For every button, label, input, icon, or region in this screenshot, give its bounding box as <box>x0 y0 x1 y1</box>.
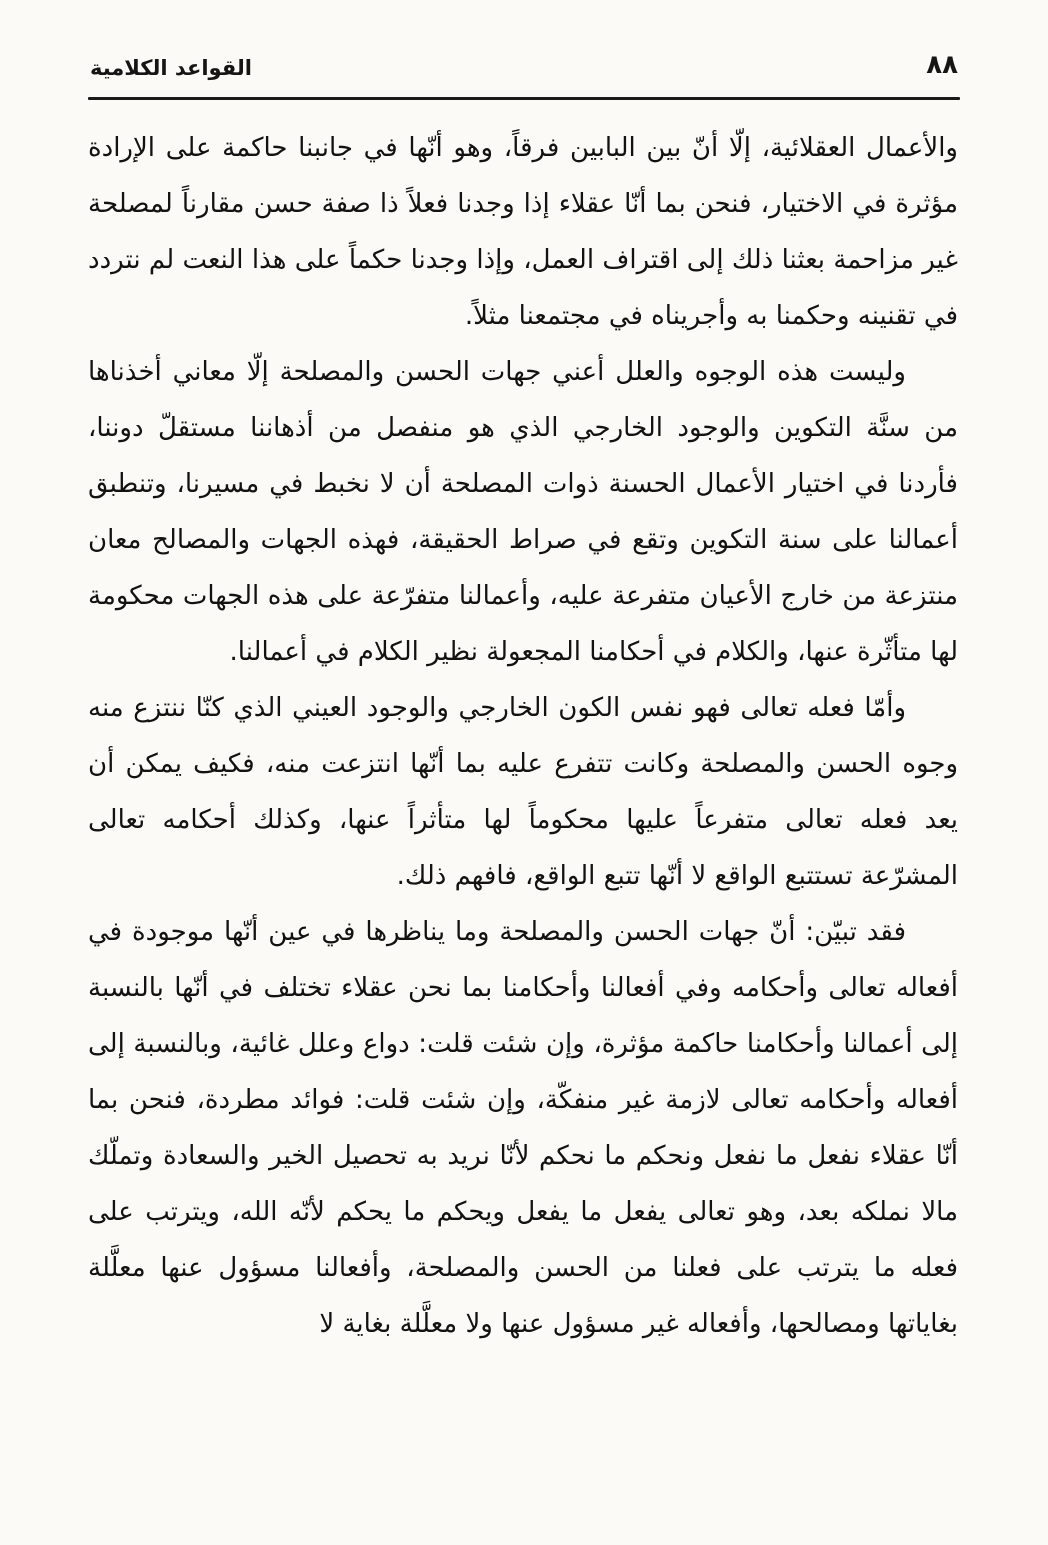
book-title: القواعد الكلامية <box>90 56 252 80</box>
page-number: ٨٨ <box>926 50 958 80</box>
text-body <box>88 120 958 1352</box>
paragraph-4: فقد تبيّن: أنّ جهات الحسن والمصلحة وما يناظرها في عين أنّها موجودة في أفعاله تعالى وأحكامه وفي أفعالنا وأحكامنا بما نحن عقلاء تختلف في أنّها بالنسبة إلى أعمالنا وأحكامنا حاكمة مؤثرة، وإن شئت قلت: دواع وعلل غائية، وبالنسبة إلى أفعاله وأحكامه تعالى لازمة غير منفكّة، وإن شئت قلت: فوائد مطردة، فنحن بما أنّا عقلاء نفعل ما نفعل ونحكم ما نحكم لأنّا نريد به تحصيل الخير والسعادة وتملّك مالا نملكه بعد، وهو تعالى يفعل ما يفعل ويحكم ما يحكم لأنّه الله، ويترتب على فعله ما يترتب على فعلنا من الحسن والمصلحة، وأفعالنا مسؤول عنها معلَّلة بغاياتها ومصالحها، وأفعاله غير مسؤول عنها ولا معلَّلة بغاية لا <box>88 917 958 1339</box>
header-rule <box>88 97 960 100</box>
page-header <box>90 50 958 80</box>
paragraph-2: وليست هذه الوجوه والعلل أعني جهات الحسن والمصلحة إلّا معاني أخذناها من سنَّة التكوين والوجود الخارجي الذي هو منفصل من أذهاننا مستقلّ دوننا، فأردنا في اختيار الأعمال الحسنة ذوات المصلحة أن لا نخبط في مسيرنا، وتنطبق أعمالنا على سنة التكوين وتقع في صراط الحقيقة، فهذه الجهات والمصالح معان منتزعة من خارج الأعيان متفرعة عليه، وأعمالنا متفرّعة على هذه الجهات محكومة لها متأثّرة عنها، والكلام في أحكامنا المجعولة نظير الكلام في أعمالنا. <box>88 357 958 667</box>
paragraph-3: وأمّا فعله تعالى فهو نفس الكون الخارجي والوجود العيني الذي كنّا ننتزع منه وجوه الحسن والمصلحة وكانت تتفرع عليه بما أنّها انتزعت منه، فكيف يمكن أن يعد فعله تعالى متفرعاً عليها محكوماً لها متأثراً عنها، وكذلك أحكامه تعالى المشرّعة تستتبع الواقع لا أنّها تتبع الواقع، فافهم ذلك. <box>88 693 958 891</box>
paragraph-1: والأعمال العقلائية، إلّا أنّ بين البابين فرقاً، وهو أنّها في جانبنا حاكمة على الإرادة مؤثرة في الاختيار، فنحن بما أنّا عقلاء إذا وجدنا فعلاً ذا صفة حسن مقارناً لمصلحة غير مزاحمة بعثنا ذلك إلى اقتراف العمل، وإذا وجدنا حكماً على هذا النعت لم نتردد في تقنينه وحكمنا به وأجريناه في مجتمعنا مثلاً. <box>88 133 958 331</box>
